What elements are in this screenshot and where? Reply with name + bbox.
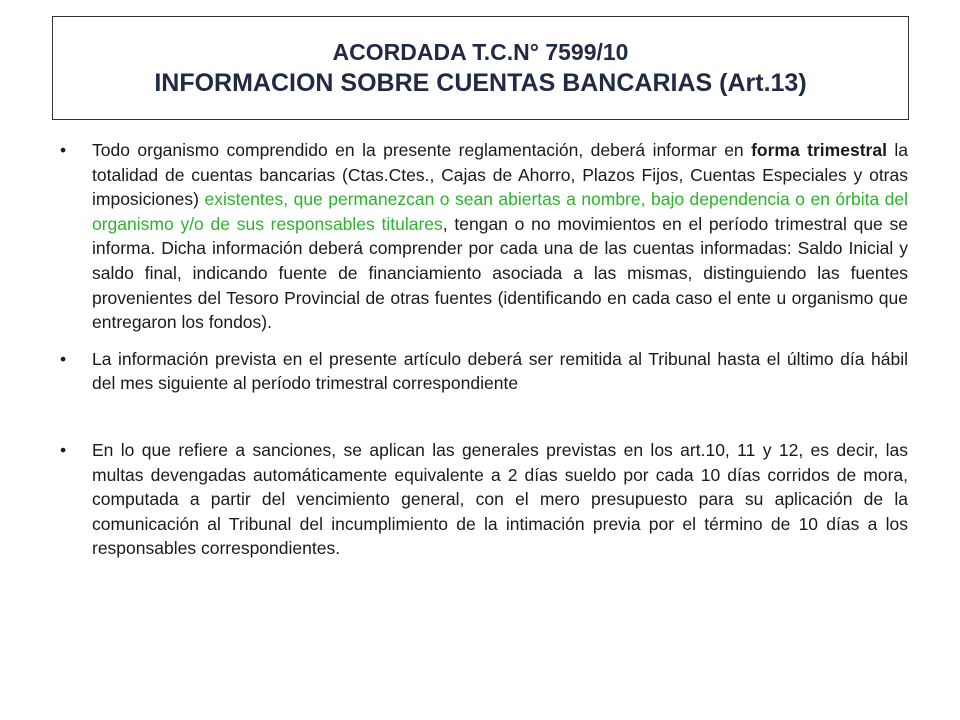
bullet-text: En lo que refiere a sanciones, se aplican las generales previstas en los art.10, 11 y 12, es decir, las multas devengadas automáticamente equivalente a 2 días sueldo por cada 10 días corridos de mora, computada a partir del vencimiento general, con el mero presupuesto para su aplicación de la comunicación al Tribunal del incumplimiento de la intimación previa por el término de 10 días a los responsables correspondientes.	[92, 439, 908, 559]
bullet-icon: •	[60, 140, 67, 160]
bullet-text-part1: Todo organismo comprendido en la presente reglamentación, deberá informar en	[92, 140, 752, 160]
bullet-item-reporting	[60, 138, 908, 335]
bullet-text-part2: la totalidad de cuentas bancarias (Ctas.Ctes., Cajas de Ahorro, Plazos Fijos, Cuentas Especiales y otras imposiciones)	[92, 140, 909, 210]
title-box	[52, 16, 909, 120]
bullet-list	[60, 138, 908, 561]
bullet-icon: •	[60, 348, 67, 369]
title-line-1: ACORDADA T.C.N° 7599/10	[332, 39, 629, 65]
bullet-item-deadline	[60, 347, 908, 396]
bullet-icon: •	[60, 439, 67, 460]
bullet-text-bold: forma trimestral	[751, 140, 887, 160]
bullet-text-part3: , tengan o no movimientos en el período trimestral que se informa. Dicha información deberá comprender por cada una de las cuentas informadas: Saldo Inicial y saldo final, indicando fuente de financiamiento asociada a las mismas, distinguiendo las fuentes provenientes del Tesoro Provincial de otras fuentes (identificando en cada caso el ente u organismo que entregaron los fondos).	[92, 213, 909, 333]
bullet-text: La información prevista en el presente artículo deberá ser remitida al Tribunal hasta el último día hábil del mes siguiente al período trimestral correspondiente	[92, 348, 908, 394]
bullet-item-sanctions	[60, 438, 908, 561]
bullet-text-highlight: existentes, que permanezcan o sean abiertas a nombre, bajo dependencia o en órbita del organismo y/o de sus responsables titulares	[92, 189, 908, 234]
title-line-2: INFORMACION SOBRE CUENTAS BANCARIAS (Art.13)	[154, 69, 807, 97]
